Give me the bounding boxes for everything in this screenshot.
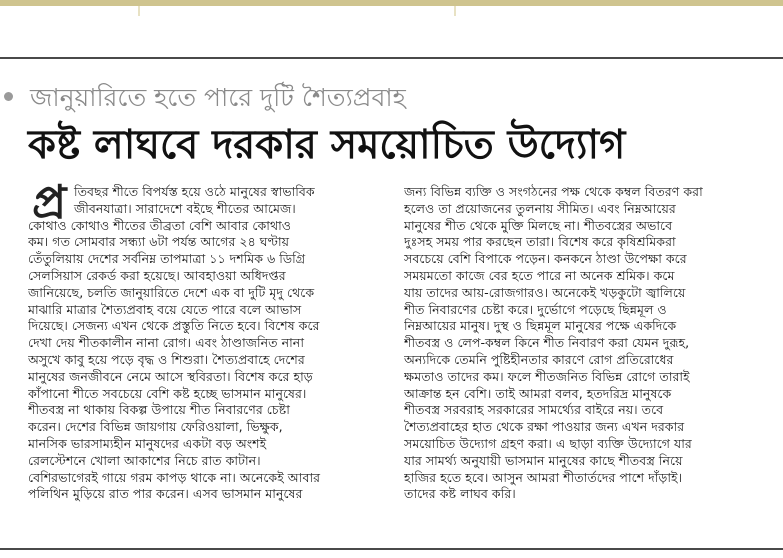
article-paragraph-line: মানুষের জনজীবনে নেমে আসে স্থবিরতা। বিশেষ করে হাড় bbox=[28, 368, 313, 384]
article-paragraph-line: দুঃসহ সময় পার করছেন তারা। বিশেষ করে কৃষিশ্রমিকরা bbox=[404, 234, 676, 250]
article-paragraph-line: সময়োচিত উদ্যোগ গ্রহণ করা। এ ছাড়া ব্যক্তি উদ্যোগে যার bbox=[404, 435, 692, 451]
top-rule bbox=[0, 57, 783, 59]
article-paragraph-line: দেখা দেয় শীতকালীন নানা রোগ। এবং ঠাণ্ডাজনিত নানা bbox=[28, 335, 304, 351]
drop-cap: প্র bbox=[32, 175, 67, 229]
article-paragraph-line: সবচেয়ে বেশি বিপাকে পড়েন। কনকনে ঠাণ্ডা উপেক্ষা করে bbox=[404, 251, 687, 267]
article-paragraph-line: আক্রান্ত হন বেশি। তাই আমরা বলব, হতদরিদ্র মানুষকে bbox=[404, 385, 672, 401]
article-paragraph-line: ক্ষমতাও তাদের কম। ফলে শীতজনিত বিভিন্ন রোগে তারাই bbox=[404, 368, 690, 384]
article-paragraph-line: করেন। দেশের বিভিন্ন জায়গায় ফেরিওয়ালা, ভিক্ষুক, bbox=[28, 419, 283, 435]
bottom-rule bbox=[0, 548, 783, 550]
article-headline: কষ্ট লাঘবে দরকার সময়োচিত উদ্যোগ bbox=[28, 122, 626, 168]
article-paragraph-line: শীতবস্ত্র ও লেপ-কম্বল কিনে শীত নিবারণ করা যেমন দুরূহ, bbox=[404, 335, 690, 351]
article-paragraph-line: জন্য বিভিন্ন ব্যক্তি ও সংগঠনের পক্ষ থেকে কম্বল বিতরণ করা bbox=[404, 184, 703, 199]
article-paragraph-line: যায় তাদের আয়-রোজগারও। অনেকেই খড়কুটো জ্বালিয়ে bbox=[404, 284, 686, 300]
top-decorative-band bbox=[0, 0, 783, 6]
article-kicker: জানুয়ারিতে হতে পারে দুটি শৈত্যপ্রবাহ bbox=[30, 83, 406, 112]
top-band-divider bbox=[454, 6, 456, 16]
article-paragraph-line: হাজির হতে হবে। আসুন আমরা শীতার্তদের পাশে দাঁড়াই। bbox=[404, 469, 683, 485]
article-column-left bbox=[28, 184, 388, 503]
article-paragraph-line: তেঁতুলিয়ায় দেশের সর্বনিম্ন তাপমাত্রা ১১ দশমিক ৬ ডিগ্রি bbox=[28, 251, 306, 267]
article-paragraph-line: হলেও তা প্রয়োজনের তুলনায় সীমিত। এবং নিম্নআয়ের bbox=[404, 200, 676, 216]
kicker-bullet-icon bbox=[4, 92, 13, 101]
article-column-right bbox=[404, 184, 774, 503]
article-paragraph-line: জীবনযাত্রা। সারাদেশে বইছে শীতের আমেজ। bbox=[74, 200, 296, 216]
article-paragraph-line: সেলসিয়াস রেকর্ড করা হয়েছে। আবহাওয়া অধিদপ্তর bbox=[28, 267, 286, 283]
article-paragraph-line: দিয়েছে। সেজন্য এখন থেকে প্রস্তুতি নিতে হবে। বিশেষ করে bbox=[28, 318, 320, 334]
article-paragraph-line: পলিথিন মুড়িয়ে রাত পার করেন। এসব ভাসমান মানুষের bbox=[28, 486, 303, 502]
article-paragraph-line: তাদের কষ্ট লাঘব করি। bbox=[404, 486, 516, 502]
article-paragraph-line: শীতবস্ত্র সরবরাহ সরকারের সামর্থ্যের বাইরে নয়। তবে bbox=[404, 402, 664, 418]
article-paragraph-line: শৈত্যপ্রবাহের হাত থেকে রক্ষা পাওয়ার জন্য এখন দরকার bbox=[404, 419, 685, 435]
article-paragraph-line: রেলস্টেশনে খোলা আকাশের নিচে রাত কাটান। bbox=[28, 452, 261, 468]
article-paragraph-line: অসুখে কাবু হয়ে পড়ে বৃদ্ধ ও শিশুরা। শৈত্যপ্রবাহে দেশের bbox=[28, 351, 305, 367]
article-paragraph-line: কম। গত সোমবার সন্ধ্যা ৬টা পর্যন্ত আগের ২৪ ঘণ্টায় bbox=[28, 234, 290, 250]
article-paragraph-line: সময়মতো কাজে বের হতে পারে না অনেক শ্রমিক। কমে bbox=[404, 267, 675, 283]
article-paragraph-line: বেশিরভাগেরই গায়ে গরম কাপড় থাকে না। অনেকেই আবার bbox=[28, 469, 321, 485]
article-paragraph-line: তিবছর শীতে বিপর্যস্ত হয়ে ওঠে মানুষের স্বাভাবিক bbox=[74, 184, 315, 199]
article-paragraph-line: কোথাও কোথাও শীতের তীব্রতা বেশি আবার কোথাও bbox=[28, 217, 292, 233]
article-paragraph-line: যার সামর্থ্য অনুযায়ী ভাসমান মানুষের কাছে শীতবস্ত্র নিয়ে bbox=[404, 452, 683, 468]
article-paragraph-line: মানসিক ভারসাম্যহীন মানুষদের একটা বড় অংশই bbox=[28, 435, 267, 451]
top-band-divider bbox=[138, 6, 140, 16]
article-paragraph-line: কাঁপানো শীতে সবচেয়ে বেশি কষ্ট হচ্ছে ভাসমান মানুষের। bbox=[28, 385, 307, 401]
article-paragraph-line: জানিয়েছে, চলতি জানুয়ারিতে দেশে এক বা দুটি মৃদু থেকে bbox=[28, 284, 315, 300]
article-paragraph-line: নিম্নআয়ের মানুষ। দুস্থ ও ছিন্নমূল মানুষের পক্ষে একদিকে bbox=[404, 318, 677, 334]
article-paragraph-line: শীত নিবারণের চেষ্টা করে। দুর্ভোগে পড়েছে ছিন্নমূল ও bbox=[404, 301, 667, 317]
article-paragraph-line: অন্যদিকে তেমনি পুষ্টিহীনতার কারণে রোগ প্রতিরোধের bbox=[404, 351, 674, 367]
article-paragraph-line: মাঝারি মাত্রার শৈত্যপ্রবাহ বয়ে যেতে পারে বলে আভাস bbox=[28, 301, 302, 317]
article-paragraph-line: মানুষের শীত থেকে মুক্তি মিলছে না। শীতবস্ত্রের অভাবে bbox=[404, 217, 673, 233]
article-paragraph-line: শীতবস্ত্র না থাকায় বিকল্প উপায়ে শীত নিবারণের চেষ্টা bbox=[28, 402, 290, 418]
